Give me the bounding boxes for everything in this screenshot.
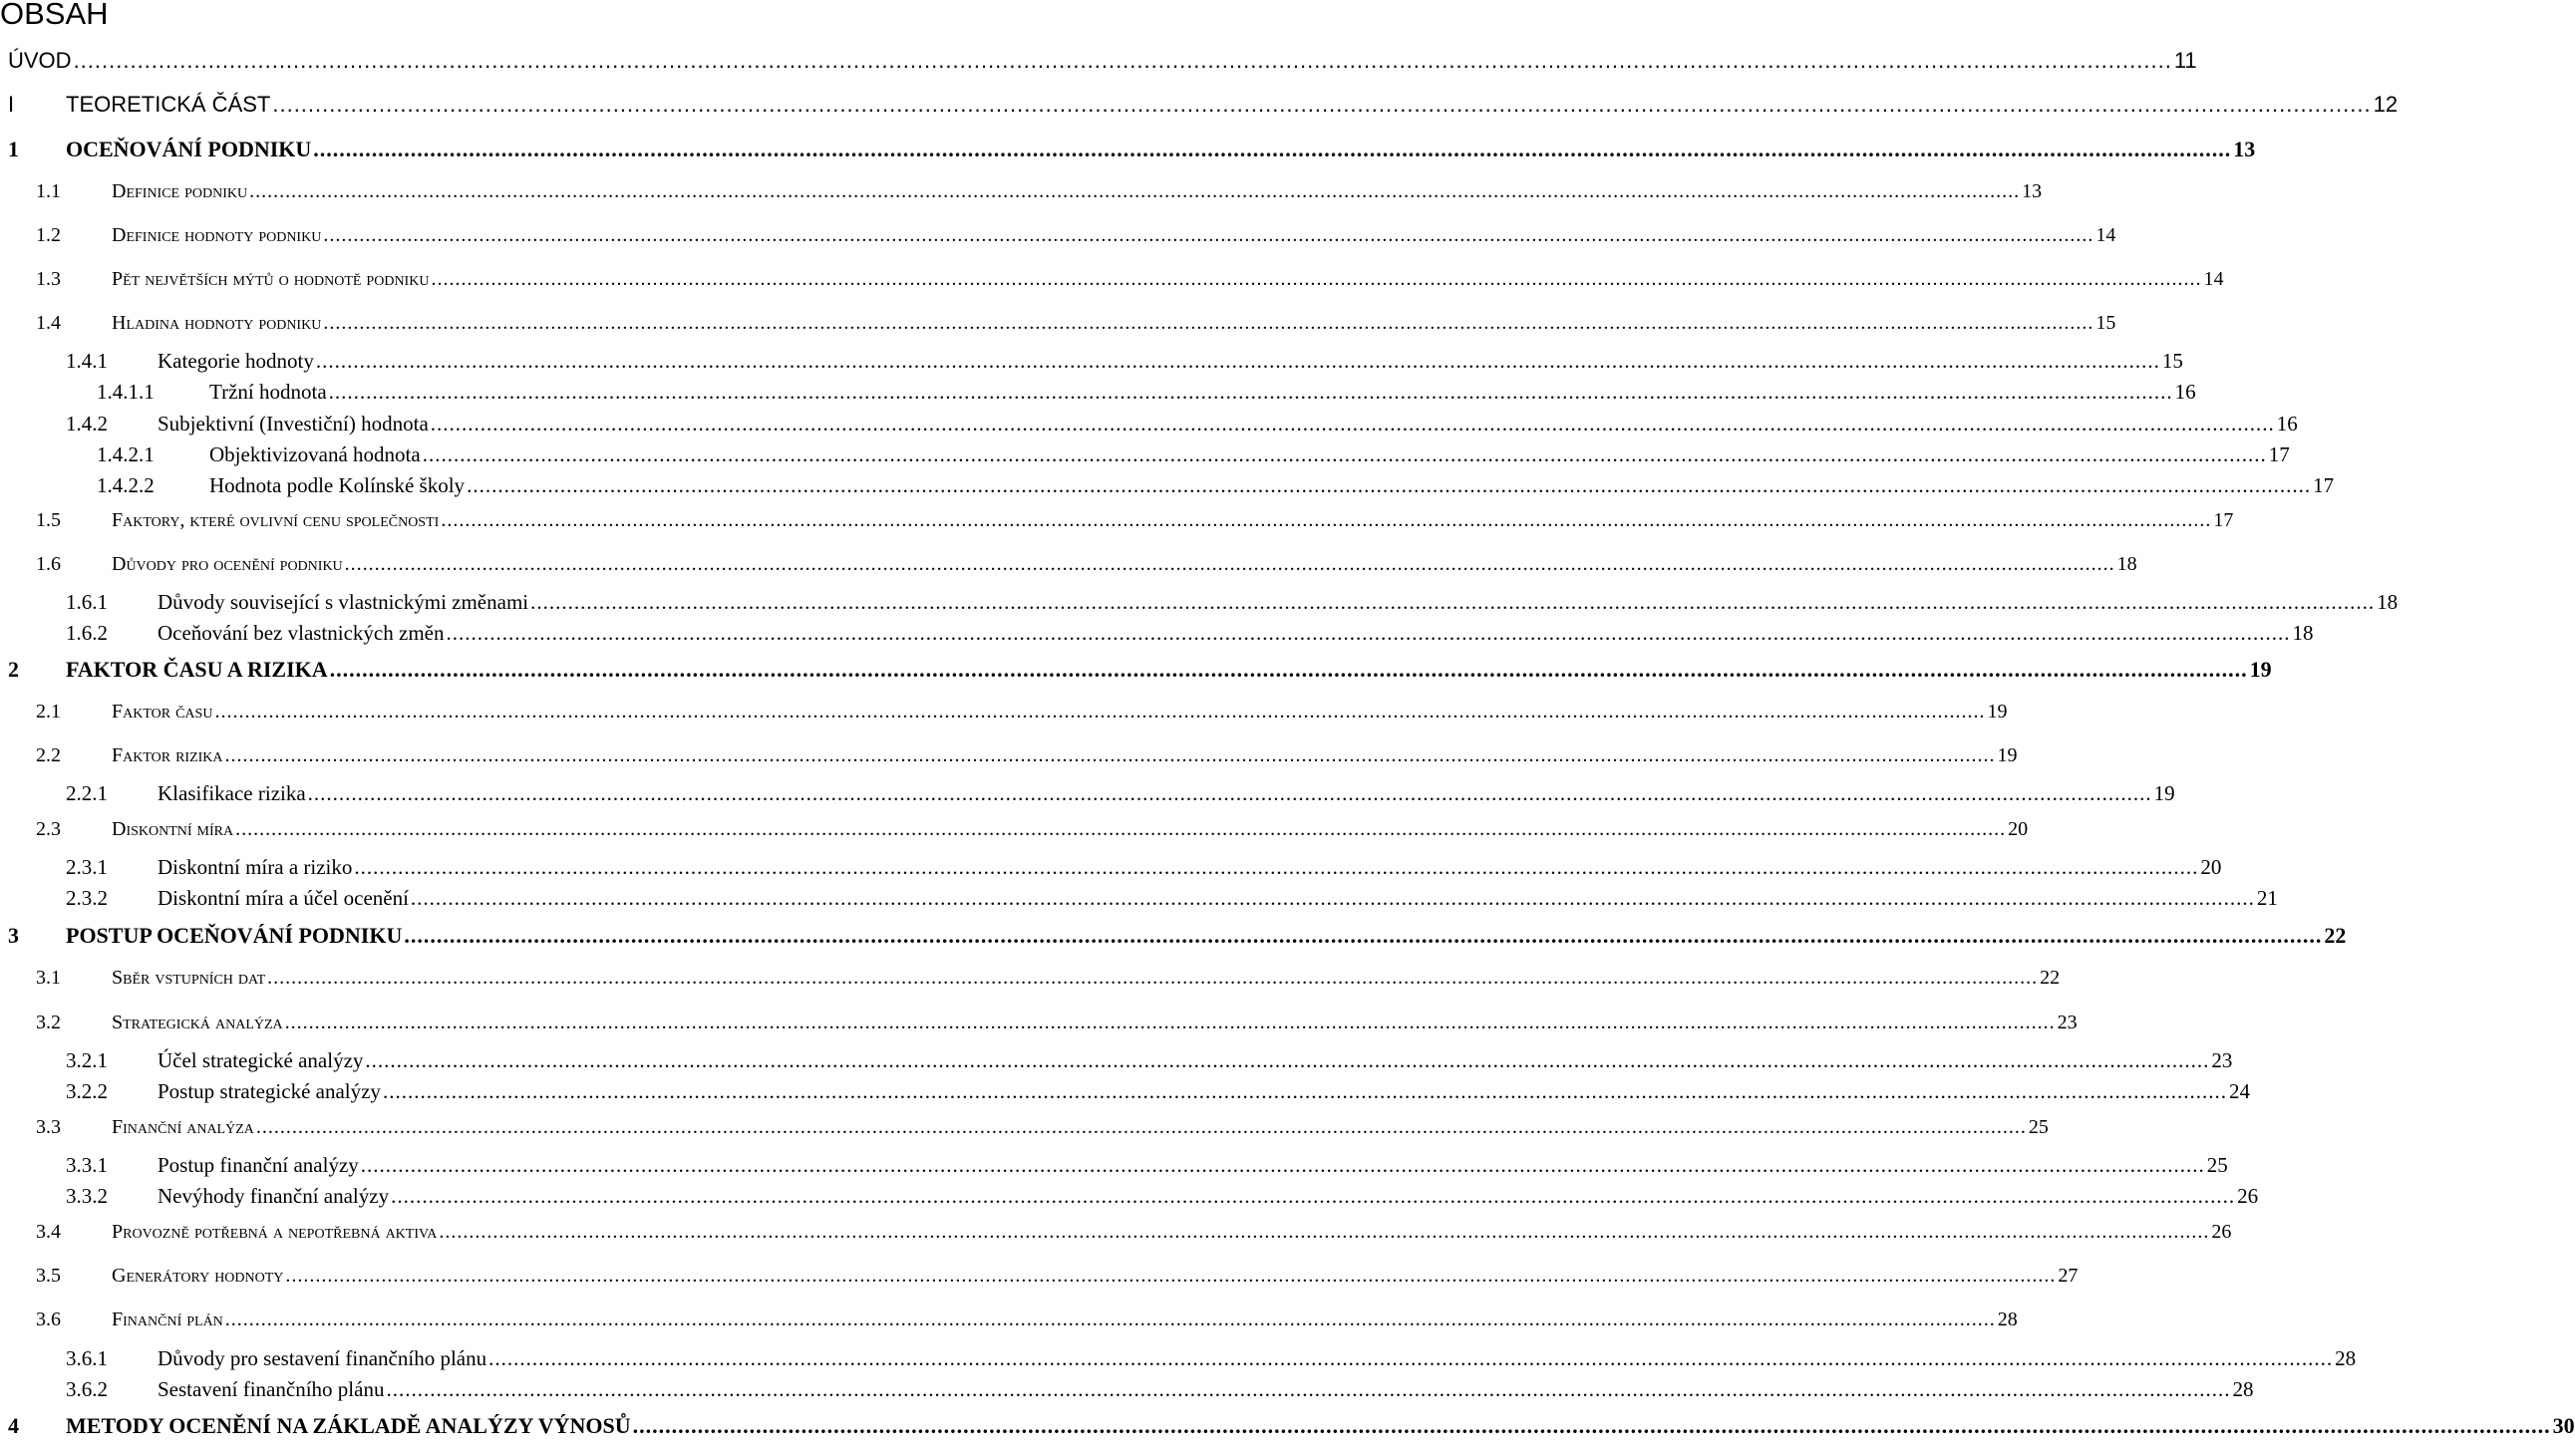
toc-entry-label: Objektivizovaná hodnota (209, 442, 421, 466)
toc-entry-label: Účel strategické analýzy (158, 1048, 364, 1072)
toc-entry-page: 17 (2213, 509, 2234, 531)
toc-entry[interactable] (0, 781, 2175, 811)
toc-entry-number: 1.6.2 (66, 621, 108, 645)
toc-entry-number: 3.3.1 (66, 1153, 108, 1177)
dot-leader (431, 412, 2275, 437)
toc-entry-page: 27 (2058, 1265, 2079, 1287)
toc-entry[interactable] (0, 701, 2008, 730)
toc-entry[interactable] (0, 137, 2256, 166)
toc-entry-number: 3.6 (36, 1309, 61, 1330)
dot-leader (354, 855, 2198, 880)
dot-leader (74, 48, 2172, 74)
toc-entry-page: 19 (1987, 701, 2008, 723)
toc-entry-label: POSTUP OCEŇOVÁNÍ PODNIKU (66, 923, 403, 948)
dot-leader (235, 818, 2006, 841)
toc-entry-number: 3.4 (36, 1221, 61, 1243)
dot-leader (225, 744, 1996, 767)
toc-entry-page: 21 (2256, 886, 2278, 910)
toc-entry[interactable] (0, 621, 2314, 651)
toc-entry[interactable] (0, 380, 2196, 410)
toc-entry[interactable] (0, 442, 2290, 472)
toc-entry-label: Pět největších mýtů o hodnotě podniku (112, 268, 430, 290)
toc-entry[interactable] (0, 886, 2278, 916)
toc-entry-page: 25 (2206, 1153, 2228, 1177)
toc-entry-label: ÚVOD (8, 48, 72, 73)
dot-leader (633, 1413, 2551, 1439)
dot-leader (431, 268, 2201, 291)
toc-entry-label: Postup strategické analýzy (158, 1079, 381, 1103)
dot-leader (530, 590, 2375, 615)
dot-leader (285, 1012, 2056, 1034)
toc-entry[interactable] (0, 1184, 2259, 1214)
toc-entry[interactable] (0, 92, 2399, 122)
dot-leader (383, 1079, 2227, 1104)
toc-entry-number: 1.6 (36, 553, 61, 575)
toc-entry-page: 13 (2022, 180, 2043, 202)
toc-entry-page: 15 (2161, 349, 2183, 373)
toc-entry-label: Nevýhody finanční analýzy (158, 1184, 390, 1208)
toc-entry-label: Finanční plán (112, 1309, 223, 1330)
toc-entry-label: Diskontní míra a riziko (158, 855, 353, 879)
toc-entry-page: 19 (2153, 781, 2175, 805)
toc-entry[interactable] (0, 224, 2116, 254)
toc-entry-label: Faktor rizika (112, 744, 223, 766)
toc-entry[interactable] (0, 473, 2335, 503)
toc-entry-page: 18 (2292, 621, 2314, 645)
dot-leader (330, 657, 2248, 683)
dot-leader (225, 1309, 1996, 1331)
toc-entry-page: 15 (2095, 312, 2116, 334)
toc-entry-number: 1.4.1.1 (97, 380, 155, 404)
toc-entry-label: Sběr vstupních dat (112, 967, 266, 989)
dot-leader (467, 473, 2311, 498)
toc-entry-label: OCEŇOVÁNÍ PODNIKU (66, 137, 312, 161)
dot-leader (361, 1153, 2205, 1178)
toc-entry-label: Hodnota podle Kolínské školy (209, 473, 466, 497)
toc-entry-number: I (8, 92, 15, 117)
toc-entry[interactable] (0, 1377, 2254, 1407)
toc-entry-page: 28 (2232, 1377, 2254, 1401)
toc-entry-label: Strategická analýza (112, 1012, 283, 1033)
toc-entry[interactable] (0, 1079, 2250, 1109)
toc-entry-number: 3.6.1 (66, 1346, 108, 1370)
dot-leader (256, 1116, 2027, 1139)
toc-entry-page: 25 (2028, 1116, 2049, 1138)
toc-entry-page: 11 (2173, 48, 2197, 73)
toc-entry-label: Důvody pro ocenění podniku (112, 553, 343, 575)
dot-leader (423, 442, 2267, 467)
toc-entry[interactable] (0, 1309, 2018, 1338)
toc-entry-label: Kategorie hodnoty (158, 349, 314, 373)
toc-entry-number: 3.2 (36, 1012, 61, 1033)
toc-entry-number: 1.4 (36, 312, 61, 334)
toc-entry-number: 2.3.2 (66, 886, 108, 910)
dot-leader (411, 886, 2255, 911)
toc-entry-number: 1.6.1 (66, 590, 108, 614)
toc-entry-number: 2 (8, 657, 19, 682)
toc-entry-number: 1.4.1 (66, 349, 108, 373)
dot-leader (316, 349, 2160, 374)
dot-leader (446, 621, 2290, 646)
toc-entry[interactable] (0, 48, 2197, 78)
toc-entry-label: Subjektivní (Investiční) hodnota (158, 412, 429, 436)
toc-entry-page: 14 (2095, 224, 2116, 246)
dot-leader (267, 967, 2038, 990)
toc-entry-number: 4 (8, 1413, 19, 1438)
toc-entry-page: 30 (2552, 1413, 2575, 1438)
toc-entry-label: Důvody související s vlastnickými změnami (158, 590, 529, 614)
toc-entry-page: 28 (1997, 1309, 2018, 1330)
toc-entry[interactable] (0, 553, 2137, 583)
dot-leader (323, 224, 2093, 247)
toc-entry-number: 3.2.1 (66, 1048, 108, 1072)
toc-entry[interactable] (0, 180, 2043, 210)
toc-entry[interactable] (0, 1413, 2575, 1443)
toc-entry-page: 20 (2200, 855, 2222, 879)
toc-entry-label: FAKTOR ČASU A RIZIKA (66, 657, 328, 682)
toc-entry-page: 13 (2233, 137, 2256, 161)
toc-entry-page: 16 (2174, 380, 2196, 404)
toc-entry-page: 18 (2116, 553, 2137, 575)
toc-entry-number: 1 (8, 137, 19, 161)
toc-entry-label: Faktory, které ovlivní cenu společnosti (112, 509, 440, 531)
dot-leader (249, 180, 2020, 203)
toc-entry[interactable] (0, 509, 2234, 539)
toc-entry-page: 19 (1997, 744, 2018, 766)
toc-entry-page: 26 (2237, 1184, 2259, 1208)
toc-entry-label: Hladina hodnoty podniku (112, 312, 322, 334)
dot-leader (488, 1346, 2333, 1371)
toc-entry-label: Sestavení finančního plánu (158, 1377, 385, 1401)
toc-entry-number: 3.6.2 (66, 1377, 108, 1401)
toc-entry-number: 1.4.2.2 (97, 473, 155, 497)
dot-leader (404, 923, 2322, 949)
toc-entry-page: 26 (2211, 1221, 2232, 1243)
dot-leader (323, 312, 2093, 335)
toc-entry-label: Klasifikace rizika (158, 781, 306, 805)
toc-entry-number: 1.4.2.1 (97, 442, 155, 466)
toc-entry[interactable] (0, 312, 2116, 342)
toc-entry[interactable] (0, 590, 2399, 620)
toc-entry-number: 1.5 (36, 509, 61, 531)
dot-leader (441, 509, 2211, 532)
toc-entry-number: 3.3.2 (66, 1184, 108, 1208)
toc-entry-label: Generátory hodnoty (112, 1265, 284, 1287)
toc-entry-page: 23 (2057, 1012, 2078, 1033)
toc-entry-label: Definice hodnoty podniku (112, 224, 322, 246)
toc-entry[interactable] (0, 923, 2347, 953)
toc-entry-number: 1.2 (36, 224, 61, 246)
toc-entry-number: 2.2.1 (66, 781, 108, 805)
dot-leader (345, 553, 2115, 576)
toc-entry-label: Diskontní míra (112, 818, 234, 840)
toc-entry-page: 16 (2276, 412, 2298, 436)
toc-entry-label: Důvody pro sestavení finančního plánu (158, 1346, 487, 1370)
toc-entry-page: 22 (2040, 967, 2061, 989)
toc-entry-label: Postup finanční analýzy (158, 1153, 359, 1177)
toc-entry[interactable] (0, 412, 2298, 441)
dot-leader (308, 781, 2152, 806)
toc-entry[interactable] (0, 1265, 2079, 1295)
toc-entry-label: METODY OCENĚNÍ NA ZÁKLADĚ ANALÝZY VÝNOSŮ (66, 1413, 631, 1438)
toc-entry-page: 18 (2377, 590, 2399, 614)
toc-entry-number: 2.3 (36, 818, 61, 840)
dot-leader (365, 1048, 2209, 1073)
toc-entry-page: 14 (2203, 268, 2224, 290)
toc-entry-page: 22 (2324, 923, 2347, 948)
dot-leader (285, 1265, 2056, 1288)
dot-leader (313, 137, 2231, 162)
toc-entry-label: Oceňování bez vlastnických změn (158, 621, 445, 645)
toc-entry-label: Tržní hodnota (209, 380, 327, 404)
toc-entry-page: 12 (2373, 92, 2399, 117)
toc-entry-label: TEORETICKÁ ČÁST (66, 92, 271, 117)
toc-entry-number: 3.3 (36, 1116, 61, 1138)
toc-entry[interactable] (0, 1116, 2049, 1146)
toc-entry[interactable] (0, 349, 2183, 379)
toc-entry[interactable] (0, 967, 2061, 997)
toc-entry-label: Finanční analýza (112, 1116, 254, 1138)
toc-entry[interactable] (0, 855, 2222, 885)
toc-entry-page: 20 (2008, 818, 2029, 840)
toc-entry[interactable] (0, 744, 2018, 774)
toc-entry-page: 23 (2211, 1048, 2233, 1072)
toc-entry-page: 24 (2228, 1079, 2250, 1103)
toc-entry-page: 17 (2313, 473, 2335, 497)
toc-entry[interactable] (0, 1346, 2357, 1376)
toc-entry[interactable] (0, 1221, 2232, 1251)
toc-entry-label: Provozně potřebná a nepotřebná aktiva (112, 1221, 438, 1243)
toc-entry-number: 2.3.1 (66, 855, 108, 879)
toc-entry-number: 3.2.2 (66, 1079, 108, 1103)
dot-leader (391, 1184, 2235, 1209)
toc-entry-number: 2.2 (36, 744, 61, 766)
toc-entry[interactable] (0, 268, 2224, 298)
page-title: OBSAH (0, 0, 109, 31)
dot-leader (272, 92, 2371, 118)
toc-entry-number: 3 (8, 923, 19, 948)
toc-entry-label: Definice podniku (112, 180, 248, 202)
toc-entry-page: 28 (2335, 1346, 2357, 1370)
toc-entry-number: 1.1 (36, 180, 61, 202)
toc-entry-number: 1.4.2 (66, 412, 108, 436)
toc-entry[interactable] (0, 818, 2029, 848)
toc-entry[interactable] (0, 1153, 2228, 1183)
dot-leader (439, 1221, 2209, 1244)
toc-entry[interactable] (0, 657, 2272, 687)
toc-entry-page: 19 (2249, 657, 2272, 682)
dot-leader (386, 1377, 2230, 1402)
toc-entry-number: 2.1 (36, 701, 61, 723)
toc-entry[interactable] (0, 1012, 2078, 1041)
toc-entry-number: 1.3 (36, 268, 61, 290)
toc-entry-number: 3.1 (36, 967, 61, 989)
toc-entry-page: 17 (2268, 442, 2290, 466)
toc-entry-number: 3.5 (36, 1265, 61, 1287)
toc-entry[interactable] (0, 1048, 2233, 1078)
toc-entry-label: Diskontní míra a účel ocenění (158, 886, 409, 910)
toc-entry-label: Faktor času (112, 701, 213, 723)
dot-leader (214, 701, 1985, 724)
dot-leader (329, 380, 2173, 405)
